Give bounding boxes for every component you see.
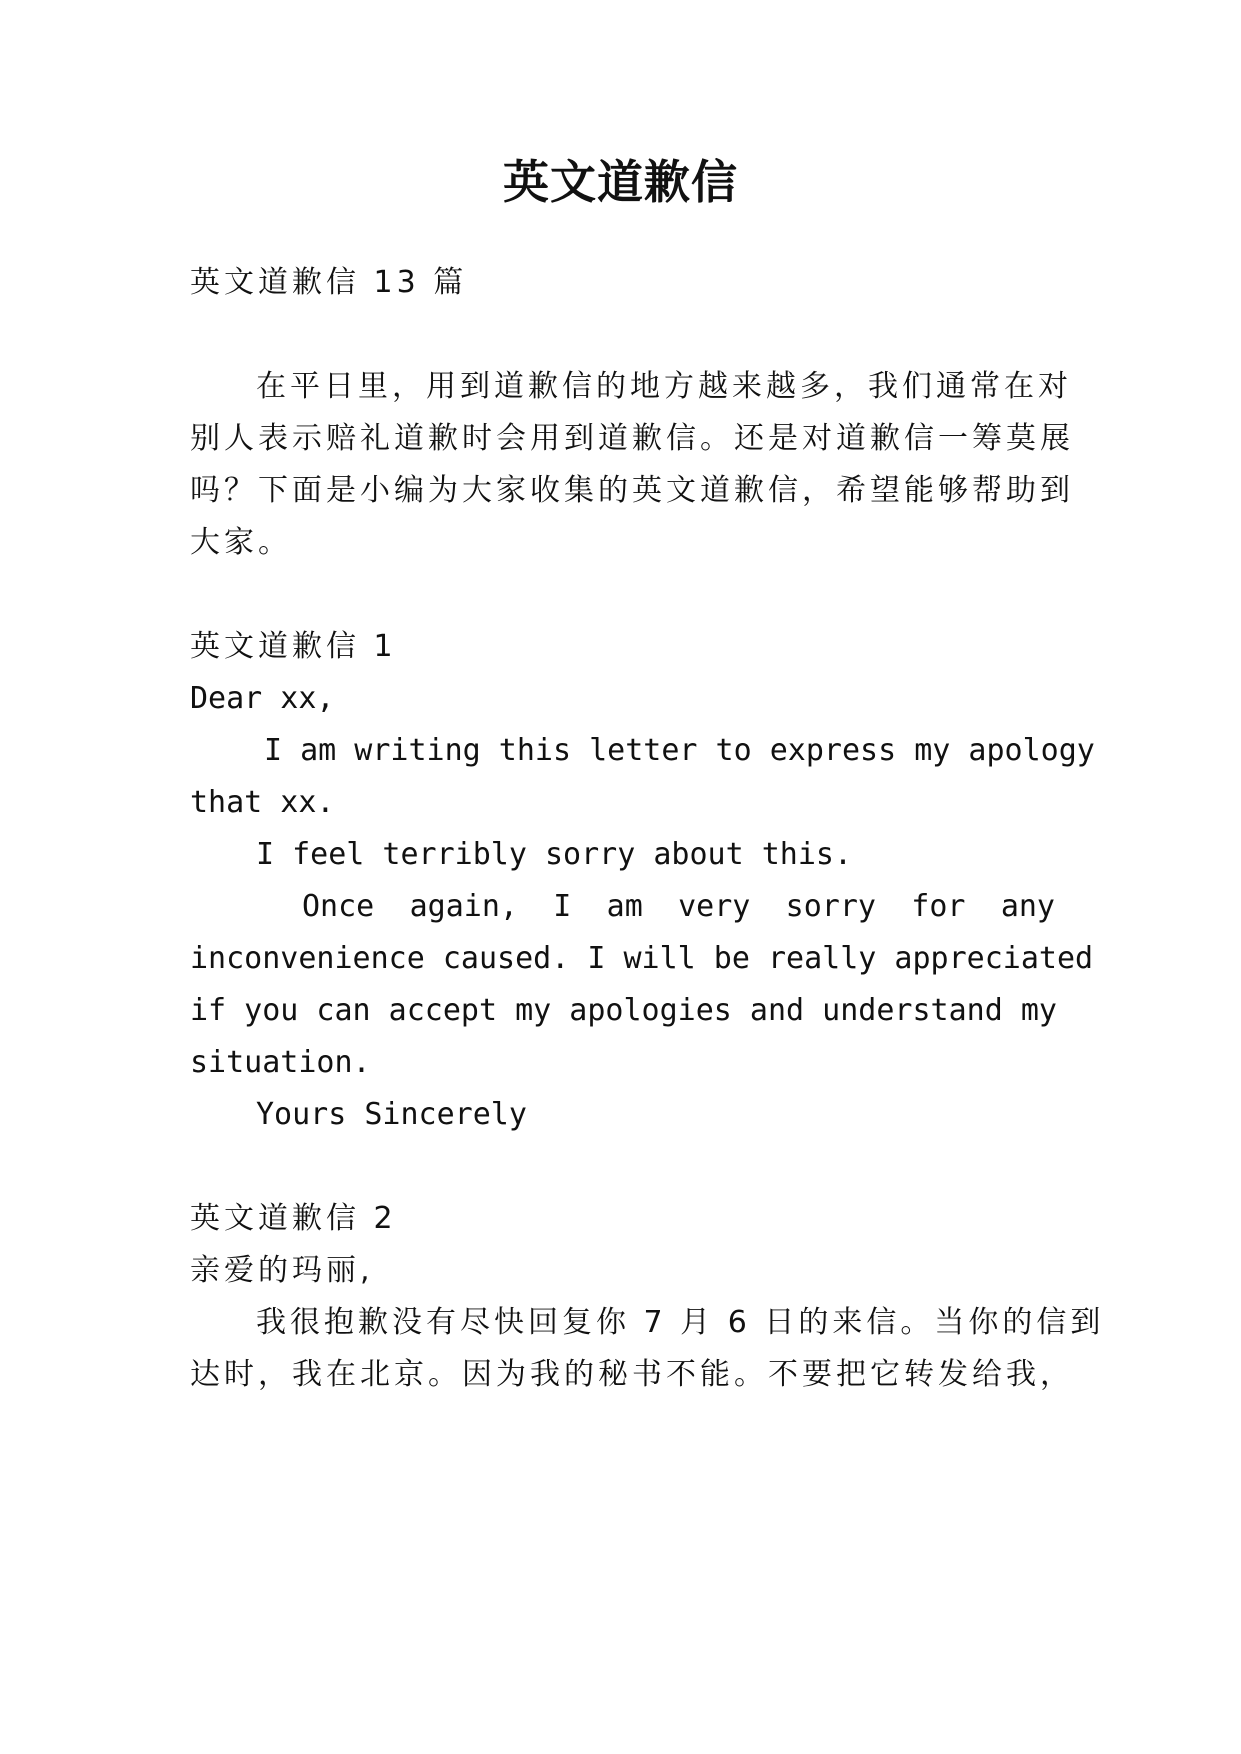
- intro-line: 别人表示赔礼道歉时会用到道歉信。还是对道歉信一筹莫展: [190, 421, 1074, 456]
- letter2-heading: 英文道歉信 2: [190, 1201, 397, 1236]
- letter1-line: situation.: [190, 1045, 371, 1080]
- intro-line: 大家。: [190, 525, 292, 560]
- letter1-closing: Yours Sincerely: [256, 1097, 527, 1132]
- letter1-line: Once again, I am very sorry for any: [302, 889, 1055, 924]
- intro-line: 在平日里，用到道歉信的地方越来越多，我们通常在对: [256, 369, 1072, 404]
- letter2-greeting: 亲爱的玛丽,: [190, 1253, 374, 1288]
- document-title: 英文道歉信: [503, 155, 738, 209]
- intro-line: 吗？下面是小编为大家收集的英文道歉信，希望能够帮助到: [190, 473, 1074, 508]
- letter2-line: 达时，我在北京。因为我的秘书不能。不要把它转发给我，: [190, 1357, 1074, 1392]
- letter1-line: I feel terribly sorry about this.: [256, 837, 853, 872]
- document-subtitle: 英文道歉信 13 篇: [190, 265, 468, 300]
- letter2-line: 我很抱歉没有尽快回复你 7 月 6 日的来信。当你的信到: [256, 1305, 1105, 1340]
- letter1-line: I am writing this letter to express my apology: [264, 733, 1095, 768]
- letter1-greeting: Dear xx,: [190, 681, 335, 716]
- letter1-line: inconvenience caused. I will be really appreciated: [190, 941, 1094, 976]
- letter1-line: that xx.: [190, 785, 335, 820]
- letter1-heading: 英文道歉信 1: [190, 629, 397, 664]
- letter1-line: if you can accept my apologies and understand my: [190, 993, 1057, 1028]
